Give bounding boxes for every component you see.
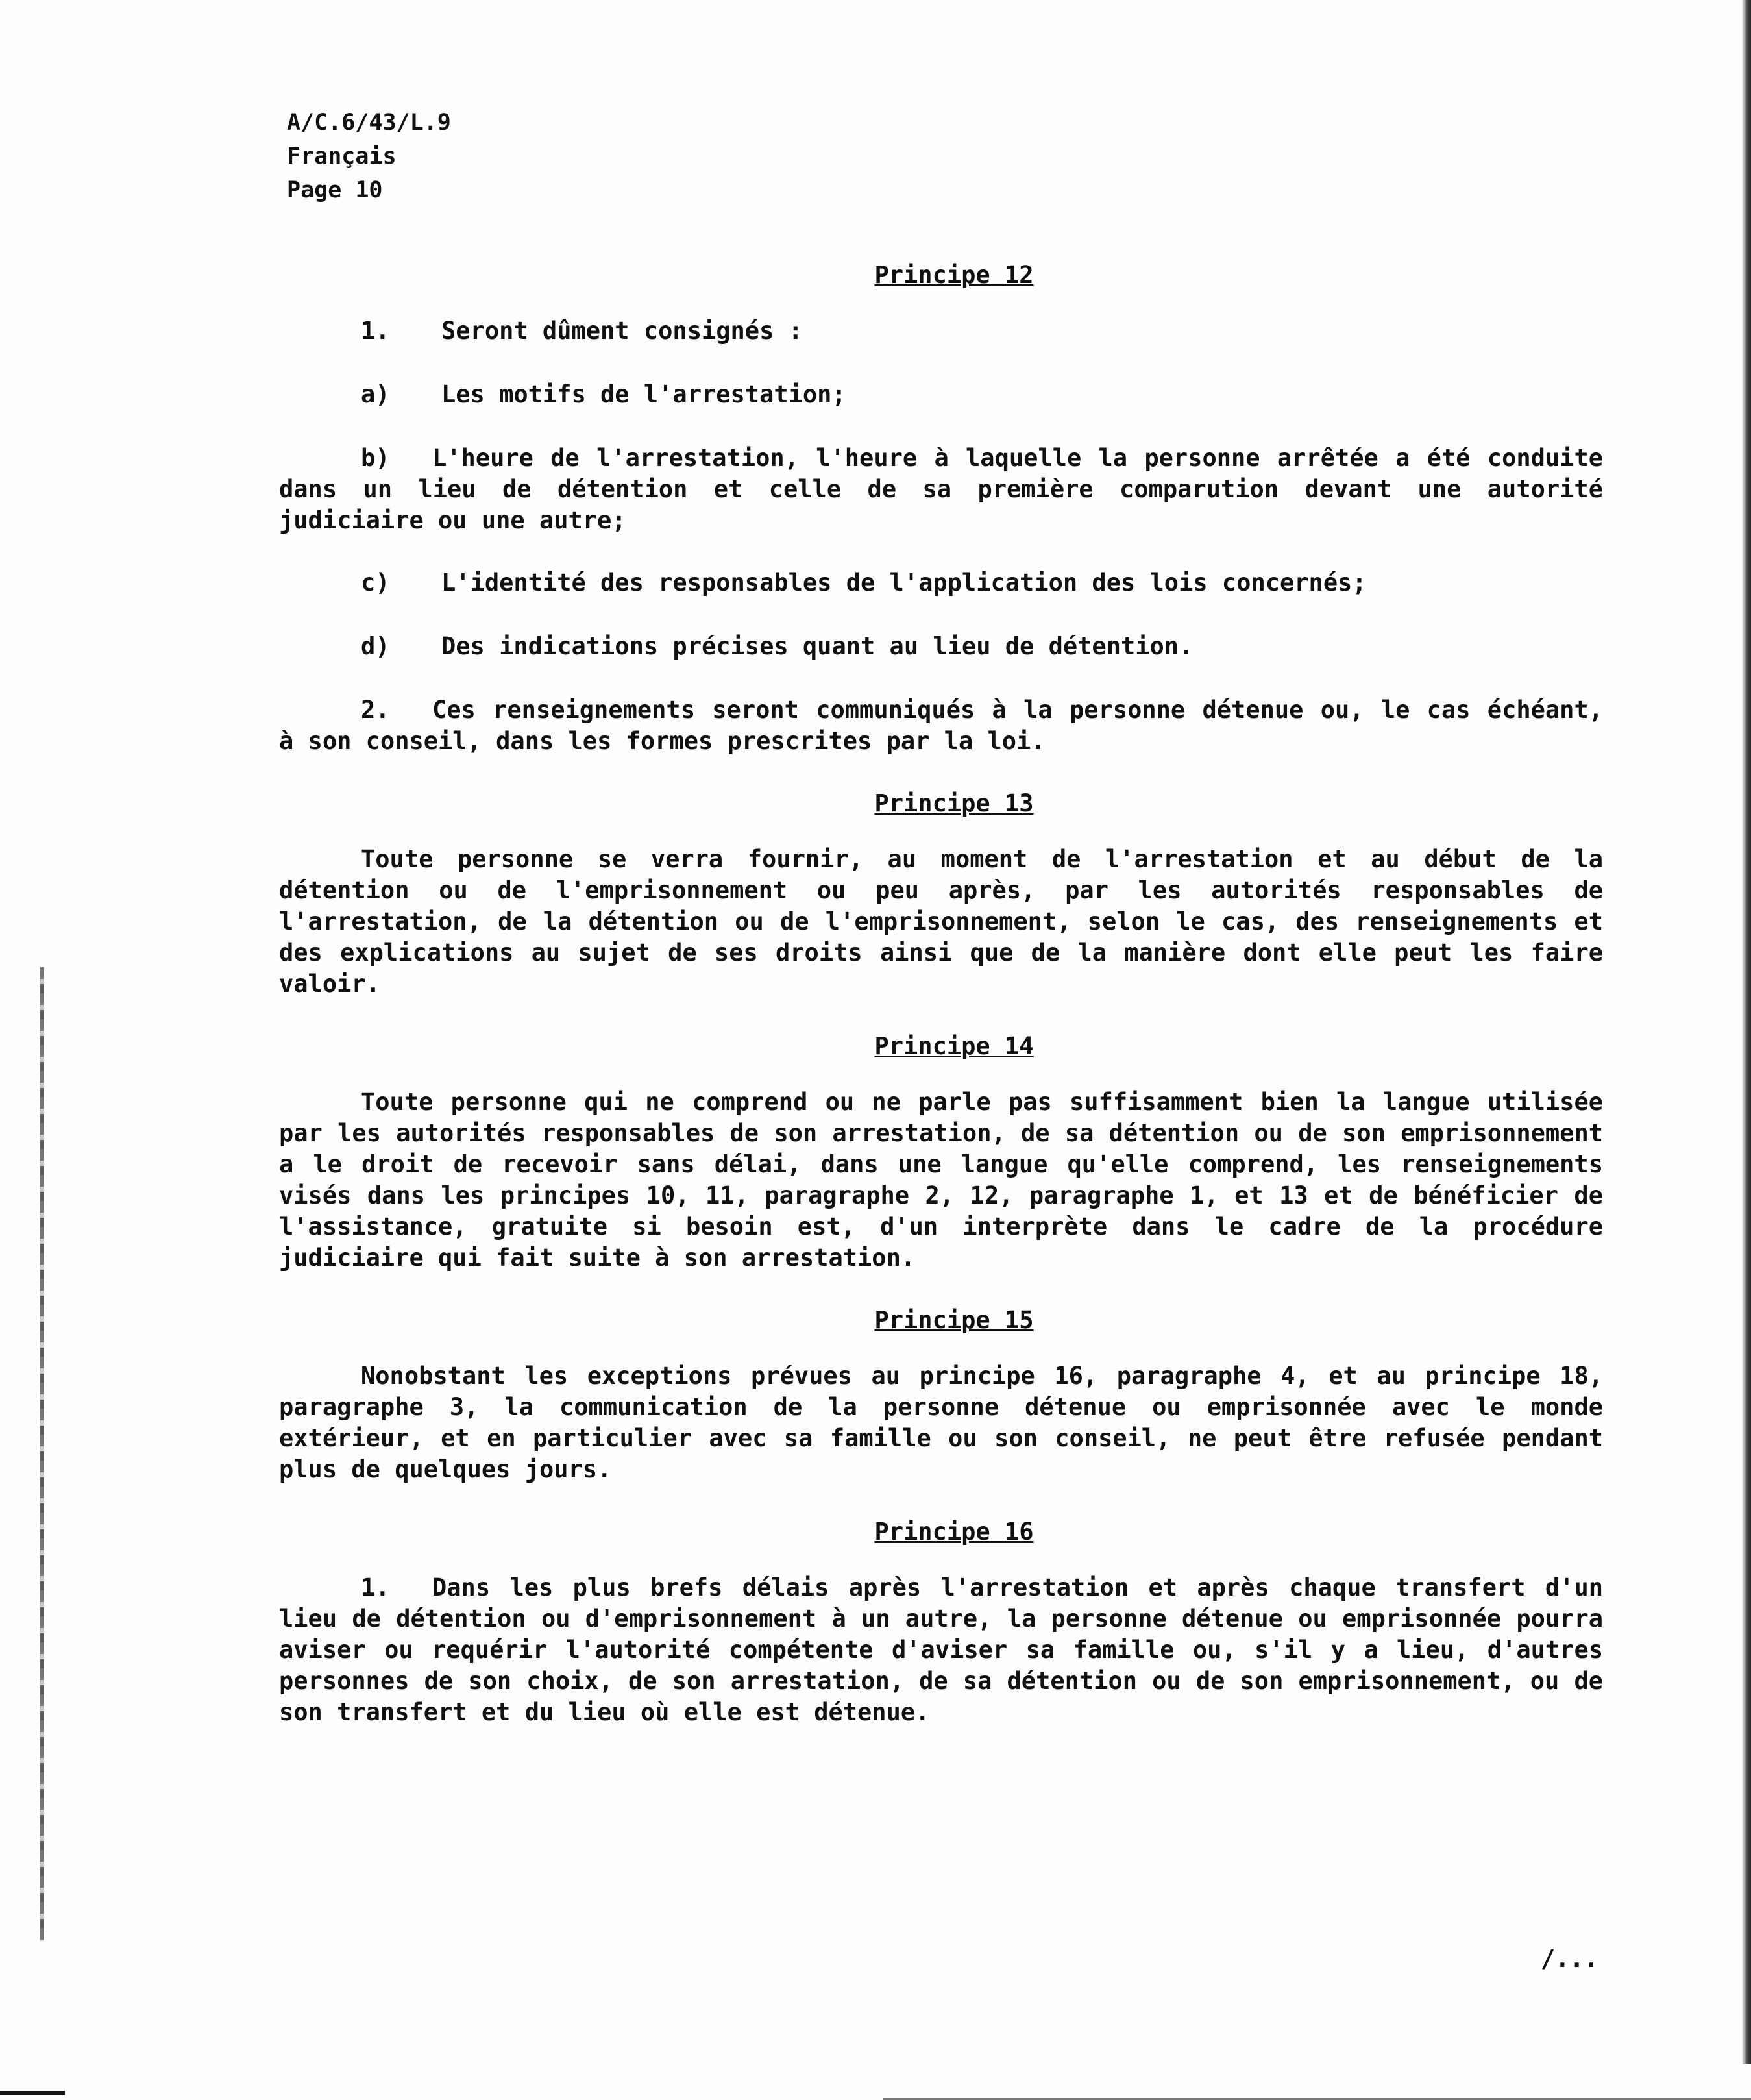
principle-12-item-b [279, 443, 1603, 536]
page-number: Page 10 [287, 177, 383, 203]
principle-16-heading: Principe 16 [874, 1518, 1034, 1546]
document-body [279, 260, 1603, 1759]
item-letter: b) [361, 444, 390, 472]
item-text: L'identité des responsables de l'application des lois concernés; [441, 569, 1367, 597]
item-number: 1. [361, 317, 390, 345]
item-number: 2. [361, 696, 390, 724]
item-text: Dans les plus brefs délais après l'arrestation et après chaque transfert d'un lieu de détention ou d'emprisonnement à un autre, la personne détenue ou emprisonnée pourra aviser ou requérir l'autorité compétente d'aviser sa famille ou, s'il y a lieu, d'autres personnes de son choix, de son arrestation, de sa détention ou de son emprisonnement, ou de son transfert et du lieu où elle est détenue. [279, 1574, 1603, 1726]
principle-16-item-1 [279, 1572, 1603, 1728]
document-symbol: A/C.6/43/L.9 [287, 110, 451, 136]
principle-15-text: Nonobstant les exceptions prévues au principe 16, paragraphe 4, et au principe 18, paragraphe 3, la communication de la personne détenue ou emprisonnée avec le monde extérieur, et en particulier avec sa famille ou son conseil, ne peut être refusée pendant plus de quelques jours. [279, 1362, 1603, 1483]
continuation-mark: /... [1541, 1945, 1599, 1973]
item-text: Seront dûment consignés : [441, 317, 803, 345]
principle-13-text: Toute personne se verra fournir, au moment de l'arrestation et au début de la détention ou de l'emprisonnement ou peu après, par les autorités responsables de l'arrestation, de la détention ou de l'emprisonnement, selon le cas, des renseignements et des explications au sujet de ses droits ainsi que de la manière dont elle peut les faire valoir. [279, 845, 1603, 998]
principle-12-item-a [279, 379, 1603, 410]
principle-12-heading: Principe 12 [874, 261, 1034, 289]
item-number: 1. [361, 1574, 390, 1601]
item-letter: d) [361, 632, 390, 660]
principle-14-text: Toute personne qui ne comprend ou ne parle pas suffisamment bien la langue utilisée par les autorités responsables de son arrestation, de sa détention ou de son emprisonnement a le droit de recevoir sans délai, dans une langue qu'elle comprend, les renseignements visés dans les principes 10, 11, paragraphe 2, 12, paragraphe 1, et 13 et de bénéficier de l'assistance, gratuite si besoin est, d'un interprète dans le cadre de la procédure judiciaire qui fait suite à son arrestation. [279, 1088, 1603, 1272]
principle-15-heading: Principe 15 [874, 1306, 1034, 1334]
principle-12-item-1 [279, 315, 1603, 347]
document-language: Français [287, 143, 397, 169]
principle-14-heading: Principe 14 [874, 1032, 1034, 1060]
item-letter: c) [361, 569, 390, 597]
document-header [287, 106, 451, 207]
scan-edge-right [1742, 0, 1751, 2064]
principle-12-item-c [279, 567, 1603, 599]
scan-edge-bottom-left [0, 2091, 65, 2095]
principle-12-item-d [279, 631, 1603, 662]
item-text: L'heure de l'arrestation, l'heure à laquelle la personne arrêtée a été conduite dans un lieu de détention et celle de sa première comparution devant une autorité judiciaire ou une autre; [279, 444, 1603, 534]
item-text: Les motifs de l'arrestation; [441, 380, 846, 408]
principle-12-item-2 [279, 695, 1603, 757]
scan-edge-left [40, 967, 44, 1941]
item-text: Des indications précises quant au lieu de détention. [441, 632, 1194, 660]
principle-13-heading: Principe 13 [874, 789, 1034, 817]
item-letter: a) [361, 380, 390, 408]
item-text: Ces renseignements seront communiqués à la personne détenue ou, le cas échéant, à son conseil, dans les formes prescrites par la loi. [279, 696, 1603, 755]
